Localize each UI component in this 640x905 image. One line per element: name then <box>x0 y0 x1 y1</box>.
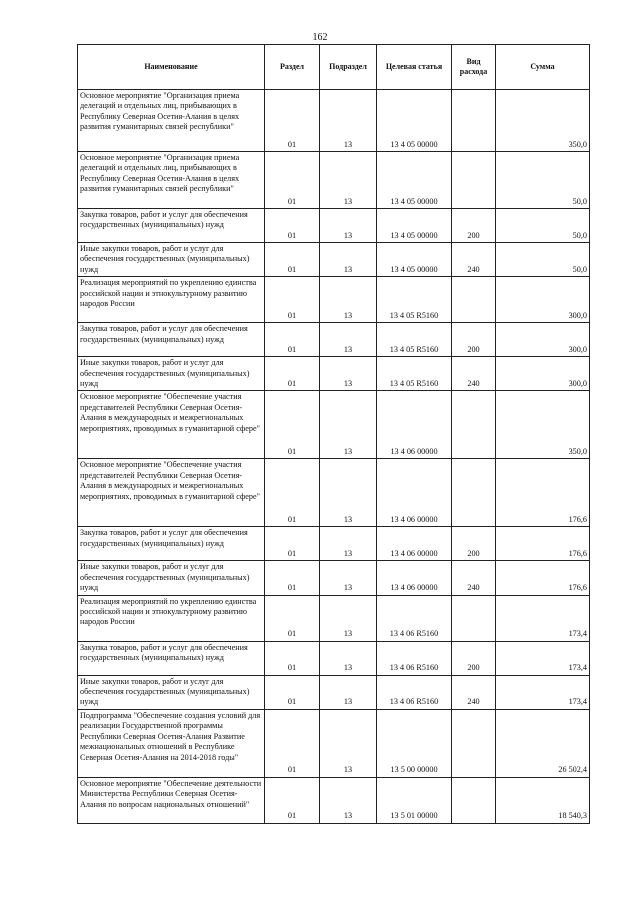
cell-vid: 200 <box>452 209 496 243</box>
table-row <box>78 527 590 561</box>
cell-razdel: 01 <box>265 90 320 152</box>
cell-sum: 50,0 <box>496 209 590 243</box>
cell-razdel: 01 <box>265 561 320 595</box>
cell-sum: 300,0 <box>496 357 590 391</box>
table-row <box>78 675 590 709</box>
cell-article: 13 4 05 R5160 <box>377 357 452 391</box>
cell-vid: 240 <box>452 357 496 391</box>
cell-sum: 176,6 <box>496 527 590 561</box>
table-body <box>78 90 590 824</box>
cell-vid <box>452 391 496 459</box>
table-row <box>78 90 590 152</box>
cell-name: Реализация мероприятий по укреплению единства российской нации и этнокультурному развитию народов России <box>78 595 265 641</box>
cell-razdel: 01 <box>265 152 320 209</box>
cell-vid: 240 <box>452 561 496 595</box>
cell-podrazdel: 13 <box>320 777 377 823</box>
cell-article: 13 5 01 00000 <box>377 777 452 823</box>
cell-article: 13 4 05 00000 <box>377 209 452 243</box>
table-row <box>78 209 590 243</box>
cell-vid: 240 <box>452 675 496 709</box>
cell-vid: 200 <box>452 641 496 675</box>
cell-razdel: 01 <box>265 323 320 357</box>
cell-name: Основное мероприятие "Организация приема делегаций и отдельных лиц, прибывающих в Республику Северная Осетия-Алания в целях развития гуманитарных связей республики" <box>78 152 265 209</box>
cell-sum: 173,4 <box>496 675 590 709</box>
cell-name: Иные закупки товаров, работ и услуг для обеспечения государственных (муниципальных) нужд <box>78 357 265 391</box>
table-row <box>78 323 590 357</box>
table-row <box>78 777 590 823</box>
cell-vid <box>452 277 496 323</box>
cell-sum: 300,0 <box>496 277 590 323</box>
cell-vid <box>452 777 496 823</box>
table-row <box>78 459 590 527</box>
cell-podrazdel: 13 <box>320 152 377 209</box>
table-row <box>78 595 590 641</box>
cell-podrazdel: 13 <box>320 527 377 561</box>
cell-vid: 200 <box>452 323 496 357</box>
cell-sum: 350,0 <box>496 391 590 459</box>
table-row <box>78 709 590 777</box>
cell-podrazdel: 13 <box>320 391 377 459</box>
table-row <box>78 152 590 209</box>
cell-podrazdel: 13 <box>320 459 377 527</box>
cell-name: Основное мероприятие "Обеспечение участия представителей Республики Северная Осетия-Алания в международных и межрегиональных мероприятиях, проводимых в гуманитарной сфере" <box>78 459 265 527</box>
cell-name: Основное мероприятие "Обеспечение участия представителей Республики Северная Осетия-Алания в международных и межрегиональных мероприятиях, проводимых в гуманитарной сфере" <box>78 391 265 459</box>
cell-vid <box>452 459 496 527</box>
cell-sum: 50,0 <box>496 152 590 209</box>
cell-podrazdel: 13 <box>320 675 377 709</box>
cell-article: 13 4 06 R5160 <box>377 675 452 709</box>
header-sum: Сумма <box>496 45 590 90</box>
header-article: Целевая статья <box>377 45 452 90</box>
cell-podrazdel: 13 <box>320 357 377 391</box>
cell-name: Закупка товаров, работ и услуг для обеспечения государственных (муниципальных) нужд <box>78 209 265 243</box>
cell-name: Основное мероприятие "Организация приема делегаций и отдельных лиц, прибывающих в Республику Северная Осетия-Алания в целях развития гуманитарных связей республики" <box>78 90 265 152</box>
page-number: 162 <box>312 32 328 43</box>
cell-sum: 176,6 <box>496 459 590 527</box>
cell-name: Закупка товаров, работ и услуг для обеспечения государственных (муниципальных) нужд <box>78 527 265 561</box>
cell-razdel: 01 <box>265 243 320 277</box>
table-header-row <box>78 45 590 90</box>
table-row <box>78 561 590 595</box>
budget-table <box>77 44 590 824</box>
table-row <box>78 641 590 675</box>
cell-razdel: 01 <box>265 709 320 777</box>
table-row <box>78 391 590 459</box>
cell-podrazdel: 13 <box>320 595 377 641</box>
cell-vid: 200 <box>452 527 496 561</box>
cell-name: Реализация мероприятий по укреплению единства российской нации и этнокультурному развитию народов России <box>78 277 265 323</box>
cell-razdel: 01 <box>265 277 320 323</box>
cell-name: Иные закупки товаров, работ и услуг для обеспечения государственных (муниципальных) нужд <box>78 243 265 277</box>
cell-name: Закупка товаров, работ и услуг для обеспечения государственных (муниципальных) нужд <box>78 641 265 675</box>
cell-podrazdel: 13 <box>320 277 377 323</box>
cell-sum: 350,0 <box>496 90 590 152</box>
cell-sum: 26 502,4 <box>496 709 590 777</box>
cell-article: 13 4 05 R5160 <box>377 277 452 323</box>
cell-sum: 300,0 <box>496 323 590 357</box>
cell-sum: 173,4 <box>496 595 590 641</box>
cell-razdel: 01 <box>265 641 320 675</box>
cell-name: Основное мероприятие "Обеспечение деятельности Министерства Республики Северная Осетия-Алания по вопросам национальных отношений" <box>78 777 265 823</box>
cell-razdel: 01 <box>265 675 320 709</box>
header-name: Наименование <box>78 45 265 90</box>
cell-name: Подпрограмма "Обеспечение создания условий для реализации Государственной программы Республики Северная Осетия-Алания Развитие межнациональных отношений в Республике Северная Осетия-Алания на 2014-2018 годы" <box>78 709 265 777</box>
cell-podrazdel: 13 <box>320 243 377 277</box>
cell-article: 13 4 06 00000 <box>377 391 452 459</box>
cell-article: 13 4 05 00000 <box>377 152 452 209</box>
cell-podrazdel: 13 <box>320 561 377 595</box>
cell-vid <box>452 709 496 777</box>
cell-razdel: 01 <box>265 459 320 527</box>
cell-article: 13 4 06 R5160 <box>377 595 452 641</box>
cell-podrazdel: 13 <box>320 709 377 777</box>
header-podrazdel: Подраздел <box>320 45 377 90</box>
cell-razdel: 01 <box>265 209 320 243</box>
cell-sum: 50,0 <box>496 243 590 277</box>
cell-article: 13 4 06 00000 <box>377 561 452 595</box>
cell-vid <box>452 595 496 641</box>
cell-podrazdel: 13 <box>320 323 377 357</box>
cell-article: 13 4 05 00000 <box>377 243 452 277</box>
cell-podrazdel: 13 <box>320 209 377 243</box>
header-vid: Вид расхода <box>452 45 496 90</box>
cell-podrazdel: 13 <box>320 90 377 152</box>
header-razdel: Раздел <box>265 45 320 90</box>
cell-razdel: 01 <box>265 527 320 561</box>
cell-sum: 176,6 <box>496 561 590 595</box>
cell-razdel: 01 <box>265 357 320 391</box>
cell-sum: 18 540,3 <box>496 777 590 823</box>
cell-article: 13 4 06 R5160 <box>377 641 452 675</box>
cell-razdel: 01 <box>265 595 320 641</box>
cell-article: 13 4 05 00000 <box>377 90 452 152</box>
cell-name: Иные закупки товаров, работ и услуг для обеспечения государственных (муниципальных) нужд <box>78 561 265 595</box>
table-row <box>78 277 590 323</box>
cell-name: Закупка товаров, работ и услуг для обеспечения государственных (муниципальных) нужд <box>78 323 265 357</box>
table-row <box>78 243 590 277</box>
cell-vid <box>452 90 496 152</box>
cell-sum: 173,4 <box>496 641 590 675</box>
cell-podrazdel: 13 <box>320 641 377 675</box>
cell-article: 13 4 05 R5160 <box>377 323 452 357</box>
cell-vid <box>452 152 496 209</box>
cell-article: 13 5 00 00000 <box>377 709 452 777</box>
cell-article: 13 4 06 00000 <box>377 527 452 561</box>
cell-razdel: 01 <box>265 391 320 459</box>
cell-name: Иные закупки товаров, работ и услуг для обеспечения государственных (муниципальных) нужд <box>78 675 265 709</box>
cell-article: 13 4 06 00000 <box>377 459 452 527</box>
cell-razdel: 01 <box>265 777 320 823</box>
table-row <box>78 357 590 391</box>
cell-vid: 240 <box>452 243 496 277</box>
